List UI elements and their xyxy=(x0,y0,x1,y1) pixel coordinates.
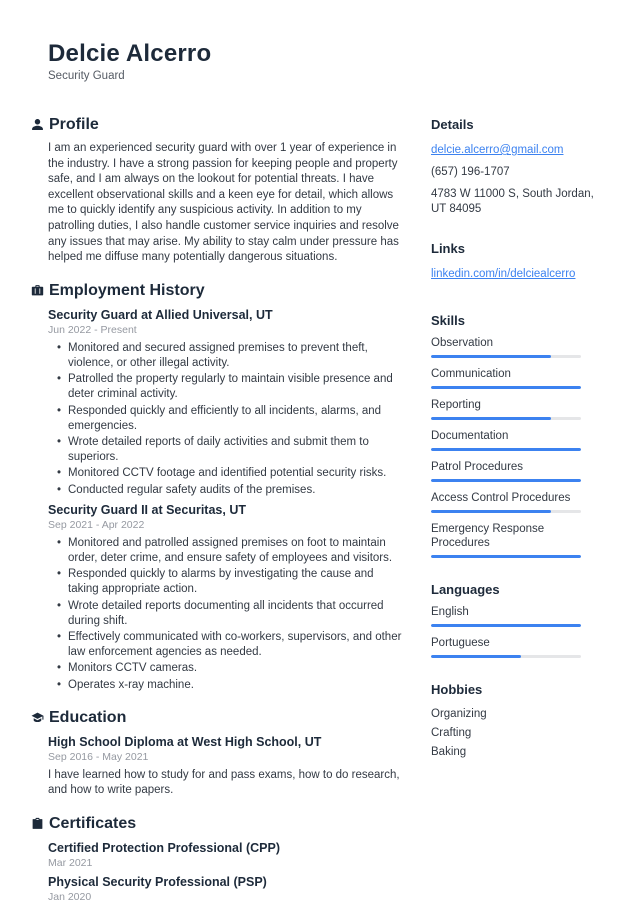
sidebar xyxy=(431,115,601,905)
job-bullet: • Operates x-ray machine. xyxy=(68,678,406,693)
details-heading: Details xyxy=(431,117,474,132)
skill-label: Documentation xyxy=(431,430,509,442)
skill-item xyxy=(431,522,601,558)
certificate-dates: Mar 2021 xyxy=(48,857,93,869)
job-bullet: • Wrote detailed reports documenting all incidents that occurred during shift. xyxy=(68,599,406,629)
skill-label: Patrol Procedures xyxy=(431,461,524,473)
hobby-item: Baking xyxy=(431,746,467,758)
hobby-item: Crafting xyxy=(431,727,472,739)
profile-text: I am an experienced security guard with over 1 year of experience in the industry. I have a strong passion for keeping people and property safe, and I am always on the lookout for potential threats. I have excellent observational skills and a keen eye for detail, which allows me to quickly identify any suspicious activity. In addition to my patrolling duties, I also handle customer service inquiries and resolve any issues that may arise. My ability to stay calm under pressure has helped me diffuse many potentially dangerous situations. xyxy=(48,142,399,264)
skill-meter-fill xyxy=(431,417,551,420)
skill-meter-fill xyxy=(431,479,581,482)
job-entry xyxy=(48,502,406,693)
briefcase-icon xyxy=(31,284,44,297)
sidebar-section-skills xyxy=(431,313,601,558)
certificate-entry xyxy=(48,840,406,870)
main-column xyxy=(31,115,406,905)
job-bullet: • Effectively communicated with co-workers, supervisors, and other law enforcement agencies as needed. xyxy=(68,630,406,660)
education-description: I have learned how to study for and pass exams, how to do research, and how to write papers. xyxy=(48,768,400,797)
skill-item xyxy=(431,398,601,420)
certificate-dates: Jan 2020 xyxy=(48,891,92,903)
links-heading: Links xyxy=(431,241,465,256)
skill-item xyxy=(431,336,601,358)
job-bullet: • Monitors CCTV cameras. xyxy=(68,661,406,676)
address: 4783 W 11000 S, South Jordan, UT 84095 xyxy=(431,188,594,215)
skill-label: Reporting xyxy=(431,399,481,411)
language-label: Portuguese xyxy=(431,637,490,649)
clipboard-icon xyxy=(31,817,44,830)
skill-meter xyxy=(431,448,581,451)
sidebar-section-links xyxy=(431,241,601,289)
job-bullet: • Monitored CCTV footage and identified potential security risks. xyxy=(68,466,406,481)
skill-meter-fill xyxy=(431,555,581,558)
skill-meter xyxy=(431,555,581,558)
profile-heading: Profile xyxy=(49,116,99,133)
employment-heading: Employment History xyxy=(49,281,205,299)
job-entry xyxy=(48,307,406,498)
job-bullet: • Patrolled the property regularly to maintain visible presence and deter criminal activity. xyxy=(68,372,406,402)
certificate-title: Physical Security Professional (PSP) xyxy=(48,875,267,889)
phone-number: (657) 196-1707 xyxy=(431,166,510,178)
language-meter-fill xyxy=(431,624,581,627)
skill-label: Access Control Procedures xyxy=(431,492,571,504)
resume-name: Delcie Alcerro xyxy=(48,40,212,67)
skill-label: Communication xyxy=(431,368,511,380)
job-bullets xyxy=(48,341,406,498)
education-title: High School Diploma at West High School, UT xyxy=(48,734,322,749)
skill-label: Emergency Response Procedures xyxy=(431,523,545,549)
job-bullets xyxy=(48,536,406,693)
language-item xyxy=(431,636,601,658)
linkedin-link[interactable]: linkedin.com/in/delciealcerro xyxy=(431,268,576,280)
language-meter-fill xyxy=(431,655,521,658)
job-bullet: • Wrote detailed reports of daily activities and submit them to superiors. xyxy=(68,435,406,465)
certificate-entry xyxy=(48,874,406,904)
section-profile xyxy=(31,115,406,266)
certificates-heading: Certificates xyxy=(49,815,137,832)
skill-meter xyxy=(431,355,581,358)
section-certificates xyxy=(31,814,406,904)
job-bullet: • Monitored and patrolled assigned premises on foot to maintain order, deter crime, and ensure safety of employees and visitors. xyxy=(68,536,406,566)
sidebar-section-details xyxy=(431,117,601,217)
skill-meter xyxy=(431,386,581,389)
skill-meter-fill xyxy=(431,448,581,451)
job-dates: Sep 2021 - Apr 2022 xyxy=(48,518,145,531)
skill-meter-fill xyxy=(431,510,551,513)
job-bullet: • Responded quickly and efficiently to all incidents, alarms, and emergencies. xyxy=(68,404,406,434)
skill-meter xyxy=(431,510,581,513)
sidebar-section-hobbies xyxy=(431,682,601,762)
skill-item xyxy=(431,429,601,451)
resume-job-title: Security Guard xyxy=(48,70,125,82)
email-link[interactable]: delcie.alcerro@gmail.com xyxy=(431,144,564,156)
skill-meter-fill xyxy=(431,355,551,358)
skill-label: Observation xyxy=(431,337,494,349)
skill-item xyxy=(431,460,601,482)
hobby-item: Organizing xyxy=(431,708,487,720)
person-icon xyxy=(31,118,44,131)
education-entry xyxy=(48,734,406,799)
languages-heading: Languages xyxy=(431,582,500,597)
job-dates: Jun 2022 - Present xyxy=(48,323,137,336)
job-title: Security Guard at Allied Universal, UT xyxy=(48,307,273,322)
graduation-cap-icon xyxy=(31,711,44,724)
job-title: Security Guard II at Securitas, UT xyxy=(48,502,246,517)
skill-meter xyxy=(431,417,581,420)
language-item xyxy=(431,605,601,627)
skills-heading: Skills xyxy=(431,313,465,328)
skill-item xyxy=(431,491,601,513)
section-education xyxy=(31,708,406,799)
language-label: English xyxy=(431,606,469,618)
language-meter xyxy=(431,655,581,658)
job-bullet: • Responded quickly to alarms by investigating the cause and taking appropriate action. xyxy=(68,567,406,597)
sidebar-section-languages xyxy=(431,582,601,658)
job-bullet: • Conducted regular safety audits of the premises. xyxy=(68,483,406,498)
certificate-title: Certified Protection Professional (CPP) xyxy=(48,841,280,855)
job-bullet: • Monitored and secured assigned premises to prevent theft, violence, or other illegal activity. xyxy=(68,341,406,371)
section-employment-history xyxy=(31,281,406,693)
education-heading: Education xyxy=(49,708,127,726)
education-dates: Sep 2016 - May 2021 xyxy=(48,750,149,763)
skill-meter-fill xyxy=(431,386,581,389)
hobbies-heading: Hobbies xyxy=(431,682,483,697)
language-meter xyxy=(431,624,581,627)
skill-meter xyxy=(431,479,581,482)
skill-item xyxy=(431,367,601,389)
